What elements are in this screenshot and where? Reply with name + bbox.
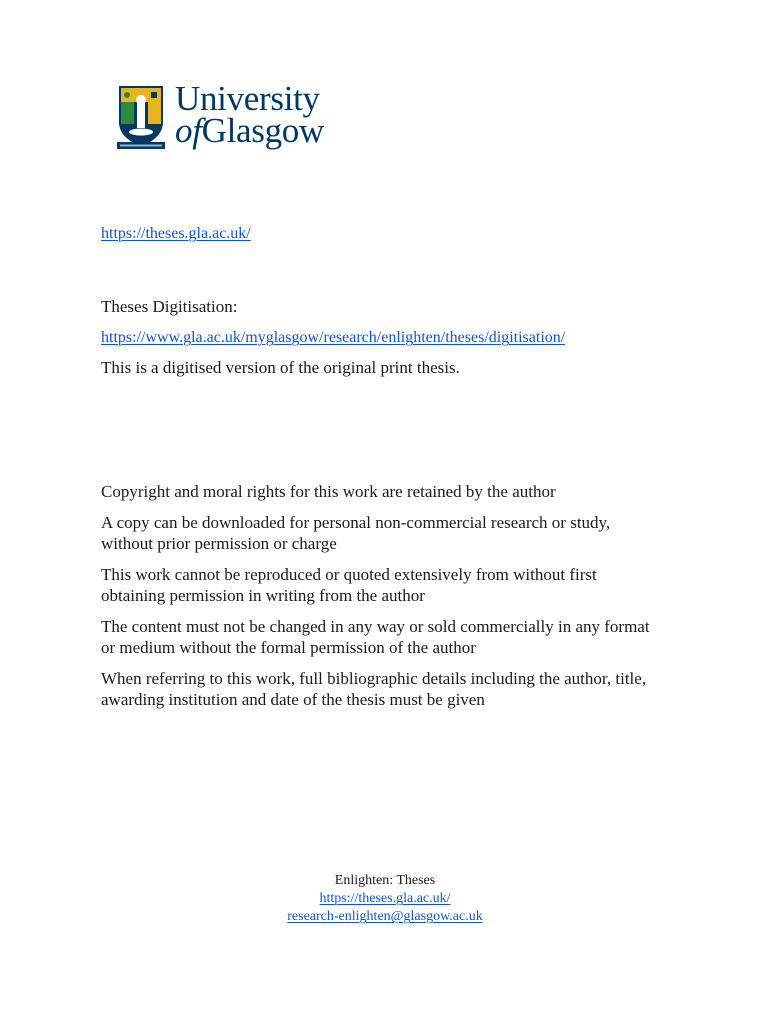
footer-email-link[interactable]: research-enlighten@glasgow.ac.uk [287,909,483,924]
rights-statement-5: When referring to this work, full bibliographic details including the author, title, awarding institution and date of the thesis must be given [101,669,647,709]
digitised-note: This is a digitised version of the original print thesis. [101,358,460,377]
logo-of: of [175,111,202,150]
theses-link-line [101,224,251,244]
logo-line-glasgow [175,112,324,150]
rights-statement-3: This work cannot be reproduced or quoted extensively from without first obtaining permission in writing from the author [101,565,597,605]
rights-statement-2: A copy can be downloaded for personal non-commercial research or study, without prior permission or charge [101,513,611,553]
footer-url-link[interactable]: https://theses.gla.ac.uk/ [319,891,451,906]
university-logo [117,79,347,156]
footer-title: Enlighten: Theses [334,873,436,888]
crest-icon [117,84,165,150]
rights-statement-1: Copyright and moral rights for this work are retained by the author [101,482,556,501]
logo-glasgow: Glasgow [201,111,324,150]
theses-link[interactable]: https://theses.gla.ac.uk/ [101,225,251,242]
theses-digitisation-label: Theses Digitisation: [101,297,238,316]
digitisation-link-line [101,328,565,348]
digitisation-link[interactable]: https://www.gla.ac.uk/myglasgow/research/enlighten/theses/digitisation/ [101,329,566,346]
footer-url-line [235,890,535,908]
rights-statement-4: The content must not be changed in any way or sold commercially in any format or medium without the formal permission of the author [101,617,650,657]
logo-line-university: University [175,79,320,118]
footer-email-line [235,908,535,926]
